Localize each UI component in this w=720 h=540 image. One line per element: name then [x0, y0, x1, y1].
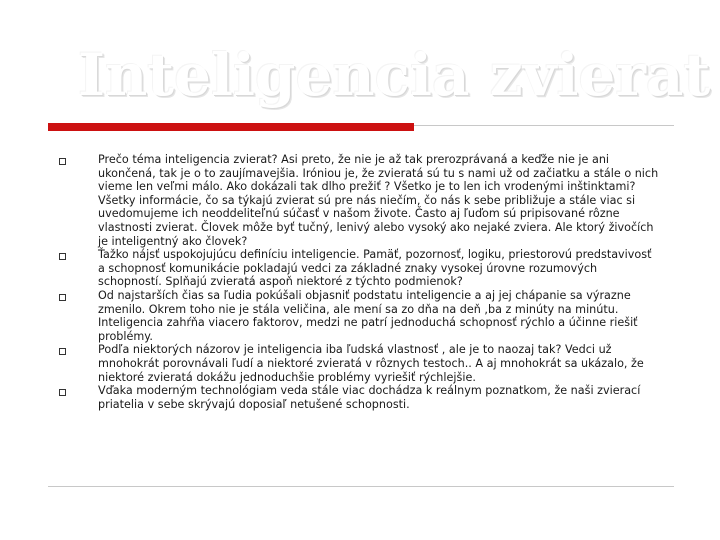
bullet-text: Prečo téma inteligencia zvierat? Asi preto, že nie je až tak prerozprávaná a keďže nie je ani ukončená, tak je o to zaujímavejšia. Iróniou je, že zvieratá sú tu s nami už od začiatku a stále o nich vieme len veľmi málo. Ako dokázali tak dlho prežiť ? Všetko je to len ich vrodenými inštinktami? Všetky informácie, čo sa týkajú zvierat sú pre nás niečím, čo nás k sebe približuje a stále viac si uvedomujeme ich neoddeliteľnú súčasť v našom živote. Často aj ľuďom sú pripisované rôzne vlastnosti zvierat. Človek môže byť tučný, lenivý alebo vysoký ako nejaké zviera. Ale ktorý živočích je inteligentný ako človek? [98, 153, 659, 248]
bullet-item [0, 153, 660, 248]
bullet-item [0, 343, 660, 384]
square-bullet-icon [59, 158, 66, 165]
accent-bar [48, 123, 414, 131]
bullet-text: Ťažko nájsť uspokojujúcu definíciu inteligencie. Pamäť, pozornosť, logiku, priestorovú predstavivosť a schopnosť komunikácie pokladajú vedci za základné znaky vysokej úrovne rozumových schopností. Splňajú zvieratá aspoň niektoré z týchto podmienok? [98, 248, 652, 289]
bullet-item [0, 248, 660, 289]
square-bullet-icon [59, 294, 66, 301]
bullet-text: Od najstarších čias sa ľudia pokúšali objasniť podstatu inteligencie a aj jej chápanie sa výrazne zmenilo. Okrem toho nie je stála veličina, ale mení sa zo dňa na deň ,ba z minúty na minútu. Inteligencia zahŕňa viacero faktorov, medzi ne patrí jednoduchá schopnosť rýchlo a účinne riešiť problémy. [98, 288, 638, 343]
bullet-list [0, 153, 720, 411]
square-bullet-icon [59, 348, 66, 355]
bullet-text: Podľa niektorých názorov je inteligencia iba ľudská vlastnosť , ale je to naozaj tak? Vedci už mnohokrát porovnávali ľudí a niektoré zvieratá v rôznych testoch.. A aj mnohokrát sa ukázalo, že niektoré zvieratá dokážu jednoduchšie problémy vyriešiť rýchlejšie. [98, 343, 644, 384]
bullet-text: Vďaka moderným technológiam veda stále viac dochádza k reálnym poznatkom, že naši zvierací priatelia v sebe skrývajú doposiaľ netušené schopnosti. [98, 384, 641, 411]
bullet-item [0, 384, 660, 411]
square-bullet-icon [59, 389, 66, 396]
footer-divider [48, 486, 674, 487]
slide-title: Inteligencia zvierat [78, 41, 711, 109]
square-bullet-icon [59, 253, 66, 260]
bullet-item [0, 289, 660, 343]
